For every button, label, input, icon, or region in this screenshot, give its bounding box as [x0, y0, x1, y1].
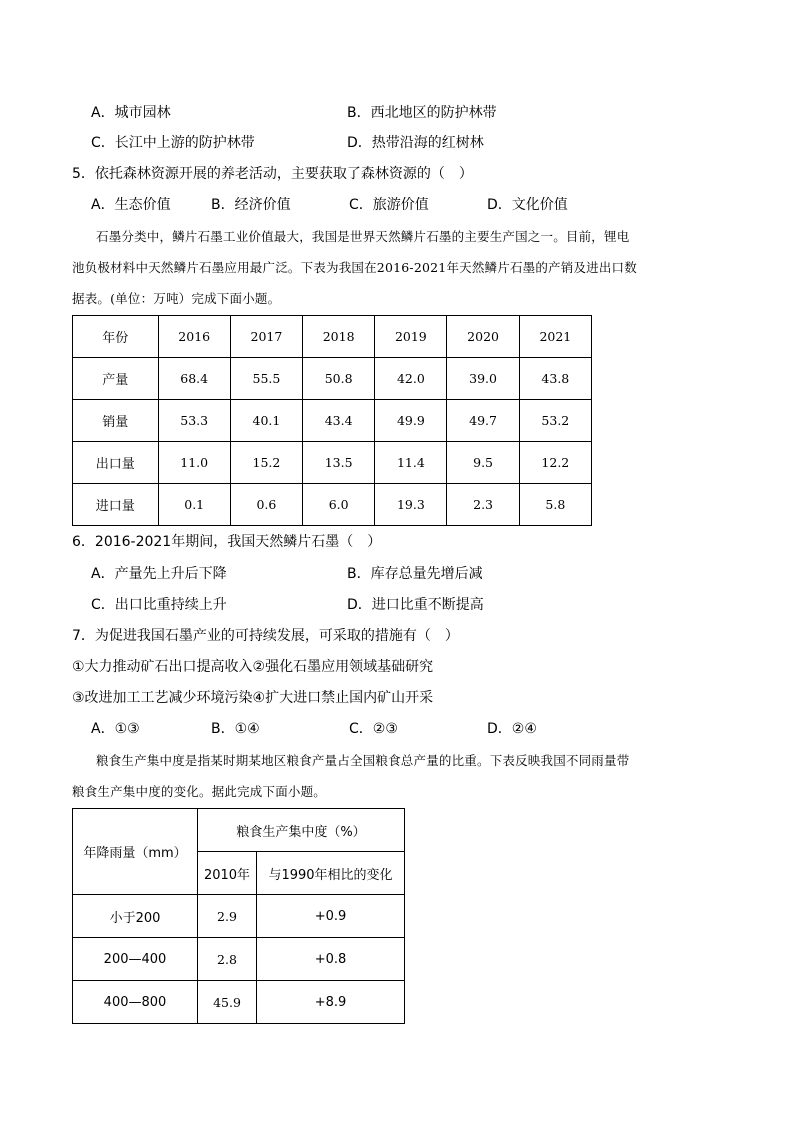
table-row — [73, 484, 592, 526]
passage1-line3: 据表。(单位：万吨）完成下面小题。 — [72, 291, 281, 306]
q7-stem: 7．为促进我国石墨产业的可持续发展，可采取的措施有（ ） — [72, 628, 459, 644]
table-cell: 2017 — [230, 316, 302, 358]
table-cell: 出口量 — [73, 442, 159, 484]
q5-option-c: C．旅游价值 — [349, 197, 429, 213]
table-cell: 年份 — [73, 316, 159, 358]
table-cell: +0.8 — [257, 938, 405, 981]
table-cell: 11.0 — [158, 442, 230, 484]
table-cell: 11.4 — [375, 442, 447, 484]
table-row — [73, 400, 592, 442]
table-cell: 产量 — [73, 358, 159, 400]
table-cell: 与1990年相比的变化 — [257, 852, 405, 895]
table-row — [73, 442, 592, 484]
table-cell: 2018 — [303, 316, 375, 358]
table-cell: 2010年 — [198, 852, 257, 895]
table-row — [73, 895, 405, 938]
passage2-line1: 粮食生产集中度是指某时期某地区粮食产量占全国粮食总产量的比重。下表反映我国不同雨量带 — [96, 753, 630, 768]
q6-option-c: C．出口比重持续上升 — [91, 597, 227, 613]
table-cell: 2021 — [519, 316, 591, 358]
table-cell: 49.9 — [375, 400, 447, 442]
table-cell: 43.8 — [519, 358, 591, 400]
table-header-row — [73, 809, 405, 852]
table-cell: 2.9 — [198, 895, 257, 938]
table-cell: +8.9 — [257, 981, 405, 1024]
q5-stem: 5．依托森林资源开展的养老活动，主要获取了森林资源的（ ） — [72, 166, 473, 182]
table-cell: 2020 — [447, 316, 519, 358]
table-cell: 50.8 — [303, 358, 375, 400]
table-cell: 39.0 — [447, 358, 519, 400]
table-cell: 13.5 — [303, 442, 375, 484]
table-cell: 2016 — [158, 316, 230, 358]
table-cell: 12.2 — [519, 442, 591, 484]
table-cell: 年降雨量（mm） — [73, 809, 198, 895]
table-cell: 5.8 — [519, 484, 591, 526]
table-cell: 小于200 — [73, 895, 198, 938]
q7-option-c: C．②③ — [349, 721, 398, 737]
q7-items-3-4: ③改进加工工艺减少环境污染④扩大进口禁止国内矿山开采 — [72, 690, 434, 706]
table-cell: 68.4 — [158, 358, 230, 400]
table-cell: 6.0 — [303, 484, 375, 526]
table-row — [73, 358, 592, 400]
table-cell: 53.3 — [158, 400, 230, 442]
q5-option-a: A．生态价值 — [91, 197, 171, 213]
table-cell: 55.5 — [230, 358, 302, 400]
table-cell: 400—800 — [73, 981, 198, 1024]
q6-stem: 6．2016-2021年期间，我国天然鳞片石墨（ ） — [72, 534, 382, 550]
q7-option-a: A．①③ — [91, 721, 140, 737]
table-cell: 15.2 — [230, 442, 302, 484]
q4-option-b: B．西北地区的防护林带 — [347, 105, 497, 121]
table-cell: 2.3 — [447, 484, 519, 526]
table-cell: 0.1 — [158, 484, 230, 526]
table-header-row — [73, 316, 592, 358]
q6-option-a: A．产量先上升后下降 — [91, 566, 227, 582]
table-cell: 2019 — [375, 316, 447, 358]
q7-option-b: B．①④ — [211, 721, 260, 737]
table-cell: 45.9 — [198, 981, 257, 1024]
q7-option-d: D．②④ — [487, 721, 537, 737]
table-cell: 40.1 — [230, 400, 302, 442]
q4-option-a: A．城市园林 — [91, 105, 171, 121]
q6-option-d: D．进口比重不断提高 — [347, 597, 484, 613]
q5-option-b: B．经济价值 — [211, 197, 291, 213]
q4-option-c: C．长江中上游的防护林带 — [91, 135, 255, 151]
table-cell: 粮食生产集中度（%） — [198, 809, 405, 852]
table-cell: 0.6 — [230, 484, 302, 526]
q6-option-b: B．库存总量先增后减 — [347, 566, 483, 582]
table-cell: 49.7 — [447, 400, 519, 442]
table-cell: 进口量 — [73, 484, 159, 526]
q7-items-1-2: ①大力推动矿石出口提高收入②强化石墨应用领域基础研究 — [72, 659, 434, 675]
graphite-table — [72, 315, 592, 526]
table-cell: 19.3 — [375, 484, 447, 526]
table-cell: 200—400 — [73, 938, 198, 981]
q4-option-d: D．热带沿海的红树林 — [347, 135, 484, 151]
rainfall-grain-table — [72, 808, 405, 1024]
table-cell: 销量 — [73, 400, 159, 442]
q5-option-d: D．文化价值 — [487, 197, 568, 213]
table-cell: 43.4 — [303, 400, 375, 442]
table-cell: 53.2 — [519, 400, 591, 442]
passage2-line2: 粮食生产集中度的变化。据此完成下面小题。 — [72, 784, 327, 799]
passage1-line1: 石墨分类中，鳞片石墨工业价值最大，我国是世界天然鳞片石墨的主要生产国之一。目前，锂电 — [96, 229, 630, 244]
passage1-line2: 池负极材料中天然鳞片石墨应用最广泛。下表为我国在2016-2021年天然鳞片石墨的产销及进出口数 — [72, 260, 637, 275]
table-row — [73, 938, 405, 981]
table-cell: 9.5 — [447, 442, 519, 484]
table-cell: 2.8 — [198, 938, 257, 981]
table-row — [73, 981, 405, 1024]
table-cell: 42.0 — [375, 358, 447, 400]
table-cell: +0.9 — [257, 895, 405, 938]
